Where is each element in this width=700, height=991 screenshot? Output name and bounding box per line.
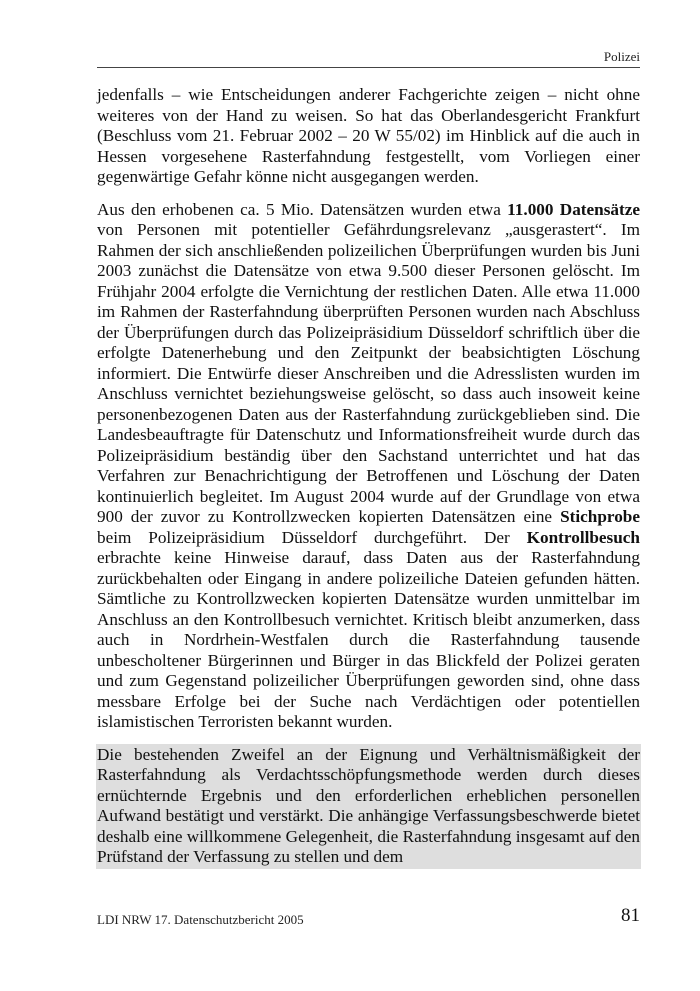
paragraph-2-text-e: beim Polizeipräsidium Düsseldorf durchgeführt. Der	[97, 527, 527, 547]
page-number: 81	[621, 905, 640, 926]
body-text	[97, 85, 640, 880]
paragraph-2-text-a: Aus den erhobenen ca. 5 Mio. Datensätzen wurden etwa	[97, 199, 508, 219]
header-rule	[97, 67, 640, 68]
running-header: Polizei	[603, 49, 640, 64]
bold-datensaetze: 11.000 Datensätze	[507, 199, 640, 219]
paragraph-2	[97, 200, 640, 733]
paragraph-2-text-c: von Personen mit potentieller Gefährdungsrelevanz „ausgerastert“. Im Rahmen der sich anschließenden polizeilichen Überprüfungen wurden bis Juni 2003 zunächst die Datensätze von etwa 9.500 dieser Personen gelöscht. Im Frühjahr 2004 erfolgte die Vernichtung der restlichen Daten. Alle etwa 11.000 im Rahmen der Rasterfahndung überprüften Personen wurden nach Abschluss der Überprüfungen durch das Polizeipräsidium Düsseldorf schriftlich über die erfolgte Datenerhebung und den Zeitpunkt der beabsichtigten Löschung informiert. Die Entwürfe dieser Anschreiben und die Adresslisten wurden im Anschluss vernichtet beziehungsweise gelöscht, so dass auch insoweit keine personenbezogenen Daten aus der Rasterfahndung zurückgeblieben sind. Die Landesbeauftragte für Datenschutz und Informationsfreiheit wurde durch das Polizeipräsidium beständig über den Sachstand unterrichtet und hat das Verfahren zur Benachrichtigung der Betroffenen und Löschung der Daten kontinuierlich begleitet. Im August 2004 wurde auf der Grundlage von etwa 900 der zuvor zu Kontrollzwecken kopierten Datensätzen eine	[97, 220, 640, 526]
paragraph-1: jedenfalls – wie Entscheidungen anderer Fachgerichte zeigen – nicht ohne weiteres von der Hand zu weisen. So hat das Oberlandesgericht Frankfurt (Beschluss vom 21. Februar 2002 – 20 W 55/02) im Hinblick auf die auch in Hessen vorgesehene Rasterfahndung festgestellt, vom Vorliegen einer gegenwärtige Gefahr könne nicht ausgegangen werden.	[97, 85, 640, 186]
bold-stichprobe: Stichprobe	[560, 507, 640, 526]
bold-kontrollbesuch: Kontrollbesuch	[526, 527, 640, 547]
paragraph-2-text-g: erbrachte keine Hinweise darauf, dass Daten aus der Rasterfahndung zurückbehalten oder Eingang in andere polizeiliche Dateien gefunden hätten. Sämtliche zu Kontrollzwecken kopierten Datensätze wurden unmittelbar im Anschluss an den Kontrollbesuch vernichtet. Kritisch bleibt anzumerken, dass auch in Nordrhein-Westfalen durch die Rasterfahndung tausende unbescholtener Bürgerinnen und Bürger in das Blickfeld der Polizei geraten und zum Gegenstand polizeilicher Überprüfungen geworden sind, ohne dass messbare Erfolge bei der Suche nach Verdächtigen oder potentiellen islamistischen Terroristen bekannt wurden.	[97, 548, 640, 731]
footer-source: LDI NRW 17. Datenschutzbericht 2005	[97, 912, 304, 927]
paragraph-3-highlighted: Die bestehenden Zweifel an der Eignung und Verhältnismäßigkeit der Rasterfahndung als Verdachtsschöpfungsmethode werden durch dieses ernüchternde Ergebnis und den erforderlichen erheblichen personellen Aufwand bestätigt und verstärkt. Die anhängige Verfassungsbeschwerde bietet deshalb eine willkommene Gelegenheit, die Rasterfahndung insgesamt auf den Prüfstand der Verfassung zu stellen und dem	[97, 744, 640, 866]
